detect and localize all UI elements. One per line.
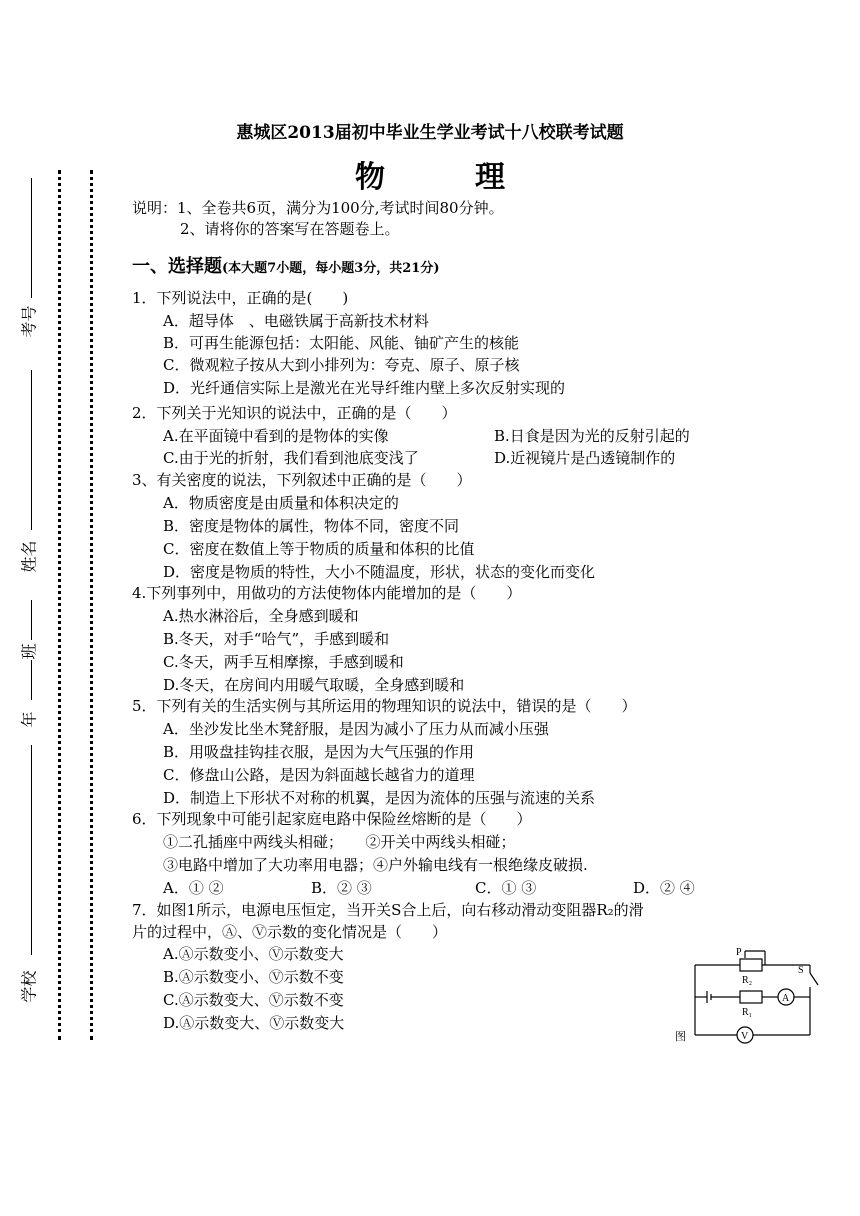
section-title: 一、选择题 (132, 256, 222, 277)
question-6-option-a: A．① ② (163, 879, 224, 897)
question-7-stem: 7．如图1所示，电源电压恒定，当开关S合上后，向右移动滑动变阻器R₂的滑 (132, 901, 644, 919)
binding-fill-line (31, 745, 32, 955)
question-1-option-d: D．光纤通信实际上是激光在光导纤维内壁上多次反射实现的 (163, 379, 566, 397)
question-2-option-c: C.由于光的折射，我们看到池底变浅了 (163, 449, 419, 467)
question-2-stem: 2．下列关于光知识的说法中，正确的是（ ） (132, 404, 457, 422)
question-6-option-b: B．② ③ (311, 879, 372, 897)
name-label: 姓名 (19, 540, 39, 573)
question-6-line-2: ③电路中增加了大功率用电器；④户外输电线有一根绝缘皮破损. (163, 856, 588, 874)
binding-fill-line (31, 660, 32, 700)
question-2-option-d: D.近视镜片是凸透镜制作的 (494, 449, 676, 467)
question-6-option-d: D．② ④ (633, 879, 695, 897)
grade-label: 年 (19, 711, 39, 728)
question-7-stem-cont: 片的过程中，Ⓐ、Ⓥ示数的变化情况是（ ） (132, 923, 448, 941)
question-3-option-a: A．物质密度是由质量和体积决定的 (163, 494, 399, 512)
question-1-option-b: B．可再生能源包括：太阳能、风能、铀矿产生的核能 (163, 334, 520, 352)
question-7-option-d: D.Ⓐ示数变大、Ⓥ示数变大 (163, 1014, 345, 1032)
section-heading (132, 252, 439, 278)
circuit-diagram (670, 945, 820, 1050)
question-3-option-b: B．密度是物体的属性，物体不同，密度不同 (163, 517, 460, 535)
question-4-option-b: B.冬天，对手“哈气”，手感到暖和 (163, 630, 390, 648)
class-label: 班 (19, 643, 39, 660)
rheostat-r2 (740, 959, 762, 971)
r1-label: R₁ (742, 1007, 753, 1018)
section-note: (本大题7小题，每小题3分，共21分) (222, 261, 440, 276)
instruction-2: 2、请将你的答案写在答题卷上。 (180, 220, 400, 238)
question-2-option-a: A.在平面镜中看到的是物体的实像 (163, 427, 389, 445)
question-2-option-b: B.日食是因为光的反射引起的 (494, 427, 690, 445)
question-1-stem: 1．下列说法中，正确的是( ) (132, 289, 349, 307)
question-4-option-d: D.冬天，在房间内用暖气取暖，全身感到暖和 (163, 676, 465, 694)
resistor-r1 (740, 991, 762, 1003)
question-1-option-c: C．微观粒子按从大到小排列为：夸克、原子、原子核 (163, 356, 520, 374)
question-3-stem: 3、有关密度的说法，下列叙述中正确的是（ ） (132, 471, 472, 489)
question-5-option-c: C．修盘山公路，是因为斜面越长越省力的道理 (163, 766, 475, 784)
binding-fill-line (31, 370, 32, 530)
question-5-option-a: A．坐沙发比坐木凳舒服，是因为减小了压力从而减小压强 (163, 720, 549, 738)
figure-caption: 图 (675, 1031, 686, 1043)
instruction-1: 说明：1、全卷共6页，满分为100分,考试时间80分钟。 (132, 199, 504, 217)
switch-label: S (798, 965, 804, 976)
question-7-option-c: C.Ⓐ示数变大、Ⓥ示数不变 (163, 991, 344, 1009)
binding-fill-line (31, 178, 32, 298)
question-3-option-d: D．密度是物质的特性，大小不随温度，形状，状态的变化而变化 (163, 563, 596, 581)
question-1-option-a: A．超导体 、电磁铁属于高新技术材料 (163, 312, 429, 330)
binding-dotted-line-1 (58, 170, 61, 1040)
question-4-option-a: A.热水淋浴后，全身感到暖和 (163, 607, 359, 625)
question-7-option-b: B.Ⓐ示数变小、Ⓥ示数不变 (163, 968, 344, 986)
question-6-line-1: ①二孔插座中两线头相碰； ②开关中两线头相碰； (163, 833, 516, 851)
ammeter-label: A (782, 993, 790, 1004)
question-4-stem: 4.下列事列中，用做功的方法使物体内能增加的是（ ） (132, 584, 522, 602)
question-5-option-b: B．用吸盘挂钩挂衣服，是因为大气压强的作用 (163, 743, 475, 761)
subject-title: 物理 (355, 160, 595, 195)
school-label: 学校 (19, 970, 39, 1003)
question-4-option-c: C.冬天，两手互相摩擦，手感到暖和 (163, 653, 404, 671)
r2-label: R₂ (742, 975, 753, 986)
binding-fill-line (31, 600, 32, 640)
slider-label: P (736, 947, 742, 958)
question-6-option-c: C．① ③ (475, 879, 537, 897)
exam-title: 惠城区2013届初中毕业生学业考试十八校联考试题 (236, 123, 624, 143)
question-5-option-d: D．制造上下形状不对称的机翼，是因为流体的压强与流速的关系 (163, 789, 596, 807)
switch-s (810, 973, 818, 985)
question-5-stem: 5．下列有关的生活实例与其所运用的物理知识的说法中，错误的是（ ） (132, 697, 637, 715)
question-7-option-a: A.Ⓐ示数变小、Ⓥ示数变大 (163, 945, 344, 963)
binding-dotted-line-2 (90, 170, 93, 1040)
question-6-stem: 6．下列现象中可能引起家庭电路中保险丝熔断的是（ ） (132, 810, 532, 828)
exam-number-label: 考号 (19, 305, 39, 338)
question-3-option-c: C．密度在数值上等于物质的质量和体积的比值 (163, 540, 475, 558)
voltmeter-label: V (741, 1031, 749, 1042)
